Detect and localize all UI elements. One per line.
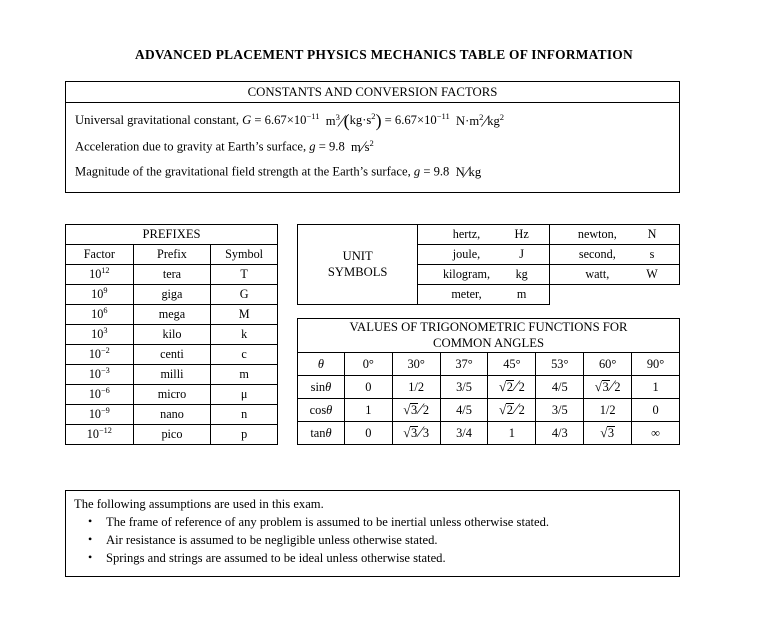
- prefixes-col-prefix: Prefix: [133, 245, 211, 265]
- unit-symbol: W: [646, 267, 658, 281]
- constants-header: CONSTANTS AND CONVERSION FACTORS: [66, 82, 680, 103]
- trig-angle-header: 90°: [632, 353, 680, 376]
- prefix-factor: $10^{-9}$: [66, 405, 134, 425]
- trig-function-row: [298, 422, 680, 445]
- trig-angle-header: 30°: [392, 353, 440, 376]
- trig-function-label: cosθ: [298, 399, 345, 422]
- unit-cell-kilogram: [418, 265, 549, 285]
- prefix-row: [66, 385, 278, 405]
- trig-function-label: sinθ: [298, 376, 345, 399]
- unit-symbol: J: [519, 247, 525, 261]
- trig-value: 1/2: [584, 399, 632, 422]
- assumptions-box: [65, 490, 680, 577]
- prefix-name: kilo: [133, 325, 211, 345]
- prefix-symbol: μ: [211, 385, 278, 405]
- trig-value: √ 2 ⁄ 2: [488, 399, 536, 422]
- assumption-item: • The frame of reference of any problem is assumed to be inertial unless otherwise stated.: [66, 514, 679, 532]
- prefix-row: [66, 305, 278, 325]
- trig-value: 0: [632, 399, 680, 422]
- universal-gravitational-constant-line: Universal gravitational constant, $G = 6.67\times 10^{-11}$ $m^3$ ⁄ $(kg\cdot s^2)$ = $6.67\times 10^{-11}$ $N\cdot m^2$ ⁄ $kg^2$: [75, 110, 505, 131]
- acceleration-due-to-gravity-line: Acceleration due to gravity at Earth’s surface, g = 9.8 m ⁄ $s^2$: [75, 137, 374, 157]
- prefixes-table: [65, 224, 278, 445]
- unit-name: meter,: [451, 287, 482, 301]
- prefix-symbol: G: [211, 285, 278, 305]
- prefix-row: [66, 345, 278, 365]
- unit-symbols-label: [298, 225, 418, 305]
- trig-function-row: [298, 399, 680, 422]
- trigonometric-values-table: [297, 318, 680, 445]
- unit-symbols-label-line1: UNIT: [342, 248, 373, 263]
- trig-value: √ 3 ⁄ 2: [392, 399, 440, 422]
- prefix-symbol: c: [211, 345, 278, 365]
- prefix-symbol: n: [211, 405, 278, 425]
- trig-value: 4/5: [536, 376, 584, 399]
- prefix-name: giga: [133, 285, 211, 305]
- trig-angle-header: 37°: [440, 353, 488, 376]
- unit-cell-watt: [549, 265, 679, 285]
- unit-name: joule,: [452, 247, 481, 261]
- prefix-row: [66, 285, 278, 305]
- unit-name: watt,: [585, 267, 610, 281]
- prefix-name: milli: [133, 365, 211, 385]
- trig-value: ∞: [632, 422, 680, 445]
- prefix-row: [66, 405, 278, 425]
- prefix-row: [66, 425, 278, 445]
- assumption-item: • Springs and strings are assumed to be ideal unless otherwise stated.: [66, 550, 679, 568]
- prefix-factor: $10^{-3}$: [66, 365, 134, 385]
- constants-body: [66, 103, 680, 193]
- trig-value: √ 3: [584, 422, 632, 445]
- unit-symbol: m: [516, 287, 527, 301]
- prefix-factor: $10^{-6}$: [66, 385, 134, 405]
- prefixes-col-factor: Factor: [66, 245, 134, 265]
- trig-value: 3/4: [440, 422, 488, 445]
- trig-value: 4/3: [536, 422, 584, 445]
- trig-angle-header: 60°: [584, 353, 632, 376]
- trig-value: √ 3 ⁄ 3: [392, 422, 440, 445]
- trig-value: √ 2 ⁄ 2: [488, 376, 536, 399]
- prefix-factor: $10^{-12}$: [66, 425, 134, 445]
- prefix-symbol: M: [211, 305, 278, 325]
- trig-value: 4/5: [440, 399, 488, 422]
- unit-cell-hertz: [418, 225, 549, 245]
- unit-symbols-table: [297, 224, 680, 305]
- prefix-factor: $10^{12}$: [66, 265, 134, 285]
- trig-value: 1: [488, 422, 536, 445]
- trig-value: 1: [632, 376, 680, 399]
- unit-cell-meter: [418, 285, 549, 305]
- trig-value: 0: [344, 376, 392, 399]
- trig-value: 3/5: [536, 399, 584, 422]
- constants-and-conversion-factors-table: [65, 81, 680, 193]
- trig-function-row: [298, 376, 680, 399]
- unit-cell-newton: [549, 225, 679, 245]
- trig-theta-header: θ: [298, 353, 345, 376]
- prefix-row: [66, 265, 278, 285]
- prefixes-col-symbol: Symbol: [211, 245, 278, 265]
- page-title: ADVANCED PLACEMENT PHYSICS MECHANICS TABLE OF INFORMATION: [135, 47, 633, 62]
- unit-name: second,: [578, 247, 616, 261]
- unit-name: hertz,: [452, 227, 481, 241]
- prefix-name: mega: [133, 305, 211, 325]
- trig-value: 1: [344, 399, 392, 422]
- trig-angle-header: 53°: [536, 353, 584, 376]
- assumption-item: • Air resistance is assumed to be negligible unless otherwise stated.: [66, 532, 679, 550]
- unit-cell-joule: [418, 245, 549, 265]
- unit-symbol: s: [649, 247, 655, 261]
- prefix-name: nano: [133, 405, 211, 425]
- unit-symbol: kg: [515, 267, 528, 281]
- prefix-row: [66, 365, 278, 385]
- prefix-factor: $10^9$: [66, 285, 134, 305]
- trig-title-line1: VALUES OF TRIGONOMETRIC FUNCTIONS FOR: [349, 319, 628, 334]
- prefixes-title: PREFIXES: [66, 225, 278, 245]
- trig-function-label: tanθ: [298, 422, 345, 445]
- trig-angle-header: 45°: [488, 353, 536, 376]
- prefix-factor: $10^6$: [66, 305, 134, 325]
- prefix-name: tera: [133, 265, 211, 285]
- prefix-name: centi: [133, 345, 211, 365]
- prefix-name: pico: [133, 425, 211, 445]
- trig-title: [298, 319, 680, 353]
- unit-name: kilogram,: [442, 267, 491, 281]
- unit-symbol: N: [647, 227, 657, 241]
- prefix-row: [66, 325, 278, 345]
- prefix-symbol: p: [211, 425, 278, 445]
- unit-name: newton,: [577, 227, 617, 241]
- gravitational-field-strength-line: Magnitude of the gravitational field strength at the Earth’s surface, g = 9.8 N ⁄ kg: [75, 162, 482, 182]
- assumptions-intro: The following assumptions are used in this exam.: [74, 497, 324, 511]
- trig-title-line2: COMMON ANGLES: [432, 335, 545, 350]
- unit-symbol: Hz: [514, 227, 529, 241]
- trig-value: 0: [344, 422, 392, 445]
- trig-angle-header: 0°: [344, 353, 392, 376]
- trig-value: 1/2: [392, 376, 440, 399]
- prefix-factor: $10^3$: [66, 325, 134, 345]
- unit-cell-second: [549, 245, 679, 265]
- prefix-symbol: m: [211, 365, 278, 385]
- trig-angle-header-row: [298, 353, 680, 376]
- assumptions-list: [66, 512, 679, 568]
- prefix-factor: $10^{-2}$: [66, 345, 134, 365]
- trig-value: √ 3 ⁄ 2: [584, 376, 632, 399]
- prefix-symbol: k: [211, 325, 278, 345]
- prefix-symbol: T: [211, 265, 278, 285]
- unit-cell-empty: [549, 285, 679, 305]
- trig-value: 3/5: [440, 376, 488, 399]
- prefix-name: micro: [133, 385, 211, 405]
- unit-symbols-label-line2: SYMBOLS: [327, 264, 388, 279]
